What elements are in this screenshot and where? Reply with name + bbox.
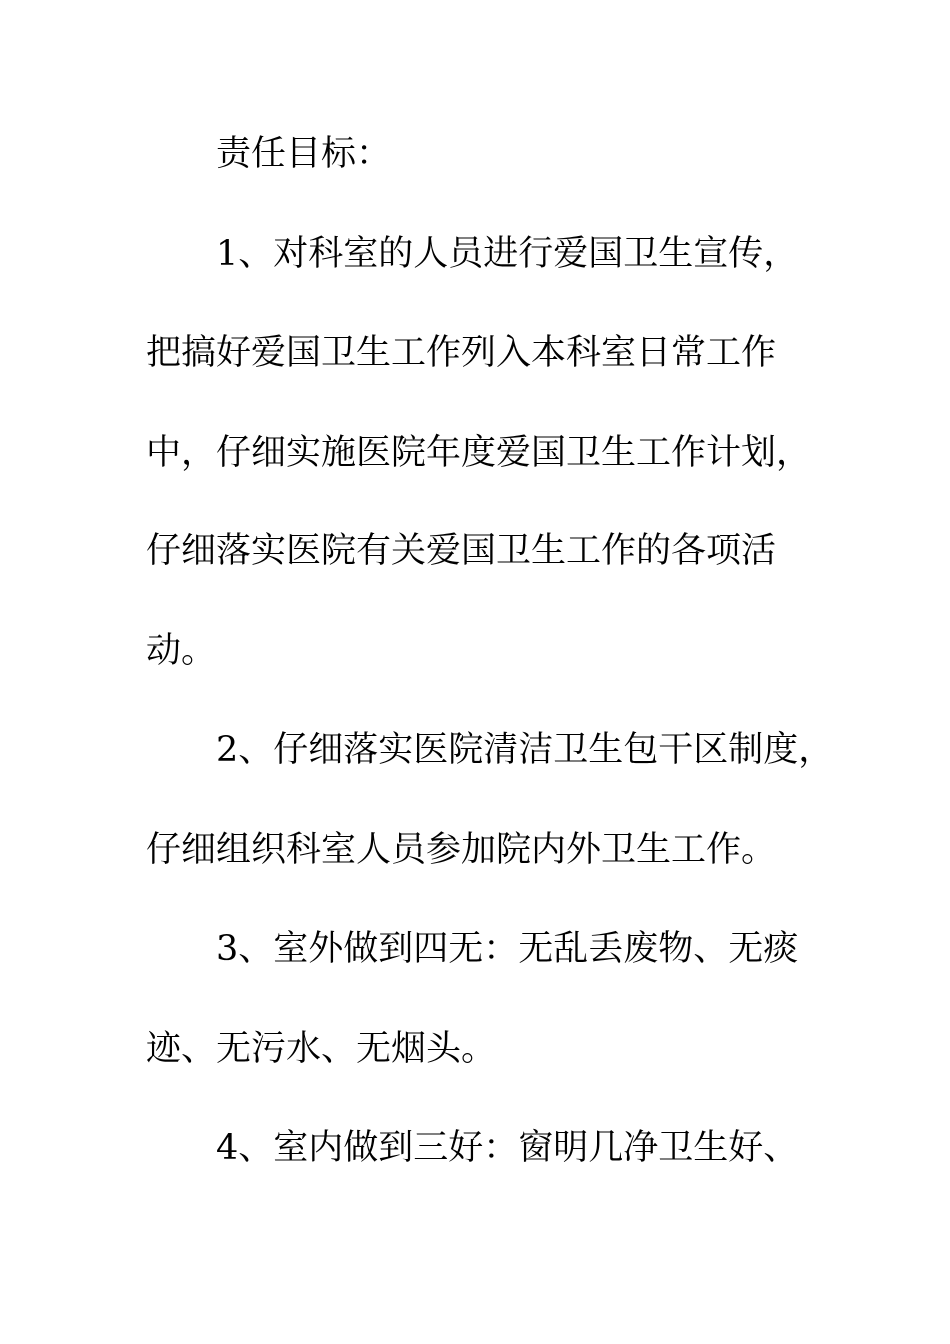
paragraph-line: 仔细落实医院有关爱国卫生工作的各项活 (146, 531, 777, 571)
paragraph-line: 把搞好爱国卫生工作列入本科室日常工作 (146, 333, 777, 373)
paragraph-line: 3、室外做到四无：无乱丢废物、无痰 (216, 929, 799, 969)
paragraph-line: 2、仔细落实医院清洁卫生包干区制度， (216, 730, 834, 770)
paragraph-line: 1、对科室的人员进行爱国卫生宣传， (216, 234, 799, 274)
paragraph-line: 中，仔细实施医院年度爱国卫生工作计划， (146, 433, 812, 473)
paragraph-line: 动。 (146, 631, 217, 671)
paragraph-line: 迹、无污水、无烟头。 (146, 1029, 497, 1069)
paragraph-line: 仔细组织科室人员参加院内外卫生工作。 (146, 830, 777, 870)
paragraph-line: 4、室内做到三好：窗明几净卫生好、 (216, 1128, 799, 1168)
section-heading: 责任目标： (216, 134, 392, 174)
